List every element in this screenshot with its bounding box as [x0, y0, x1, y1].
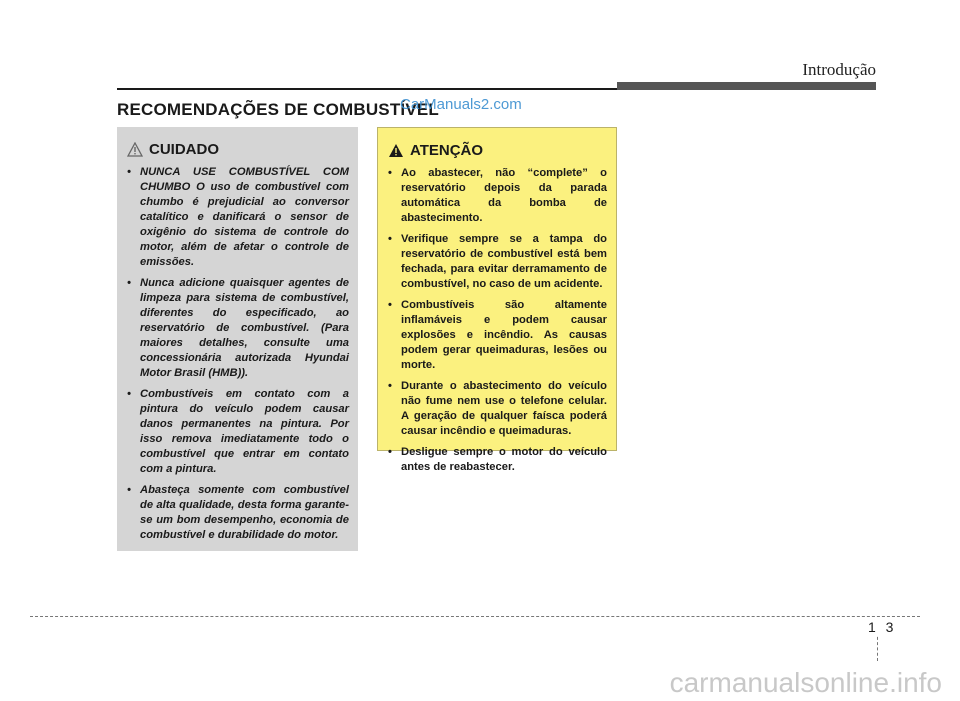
caution-title: CUIDADO — [149, 140, 219, 158]
warning-item: • Ao abastecer, não “complete” o reservatório depois da parada automática da bomba de abastecimento. — [388, 166, 607, 226]
caution-box — [117, 127, 358, 551]
header-bar — [617, 82, 876, 90]
warning-item: • Desligue sempre o motor do veículo antes de reabastecer. — [388, 445, 607, 475]
watermark-top: CarManuals2.com — [400, 96, 522, 113]
section-label: Introdução — [802, 60, 876, 79]
page-title: RECOMENDAÇÕES DE COMBUSTÍVEL — [117, 100, 440, 119]
warning-item: • Verifique sempre se a tampa do reservatório de combustível está bem fechada, para evitar derramamento de combustível, no caso de um acidente. — [388, 232, 607, 292]
warning-triangle-icon — [388, 143, 404, 158]
warning-list — [388, 166, 607, 475]
header-rule — [117, 88, 617, 90]
caution-header — [127, 137, 349, 161]
watermark-bottom: carmanualsonline.info — [669, 667, 942, 698]
footer-rule — [30, 616, 920, 617]
caution-item: • Combustíveis em contato com a pintura do veículo podem causar danos permanentes na pintura. Por isso remova imediatamente todo o combustível que entrar em contato com a pintura. — [127, 387, 349, 477]
page-number: 1 3 — [868, 619, 897, 635]
warning-triangle-icon — [127, 142, 143, 157]
warning-item: • Combustíveis são altamente inflamáveis e podem causar explosões e incêndio. As causas podem gerar queimaduras, lesões ou morte. — [388, 298, 607, 373]
warning-title: ATENÇÃO — [410, 141, 484, 159]
warning-box — [377, 127, 617, 473]
warning-item: • Durante o abastecimento do veículo não fume nem use o telefone celular. A geração de qualquer faísca poderá causar incêndio e queimaduras. — [388, 379, 607, 439]
caution-list — [127, 165, 349, 543]
warning-header — [388, 138, 607, 162]
caution-item: • Abasteça somente com combustível de alta qualidade, desta forma garante-se um bom desempenho, economia de combustível e durabilidade do motor. — [127, 483, 349, 543]
caution-item: • Nunca adicione quaisquer agentes de limpeza para sistema de combustível, diferentes do especificado, ao reservatório de combustível. (Para maiores detalhes, consulte uma concessionária autorizada Hyundai Motor Brasil (HMB)). — [127, 276, 349, 381]
caution-item: • NUNCA USE COMBUSTÍVEL COM CHUMBO O uso de combustível com chumbo é prejudicial ao conversor catalítico e danificará o sensor de oxigênio do sistema de controle do motor, além de afetar o controle de emissões. — [127, 165, 349, 270]
